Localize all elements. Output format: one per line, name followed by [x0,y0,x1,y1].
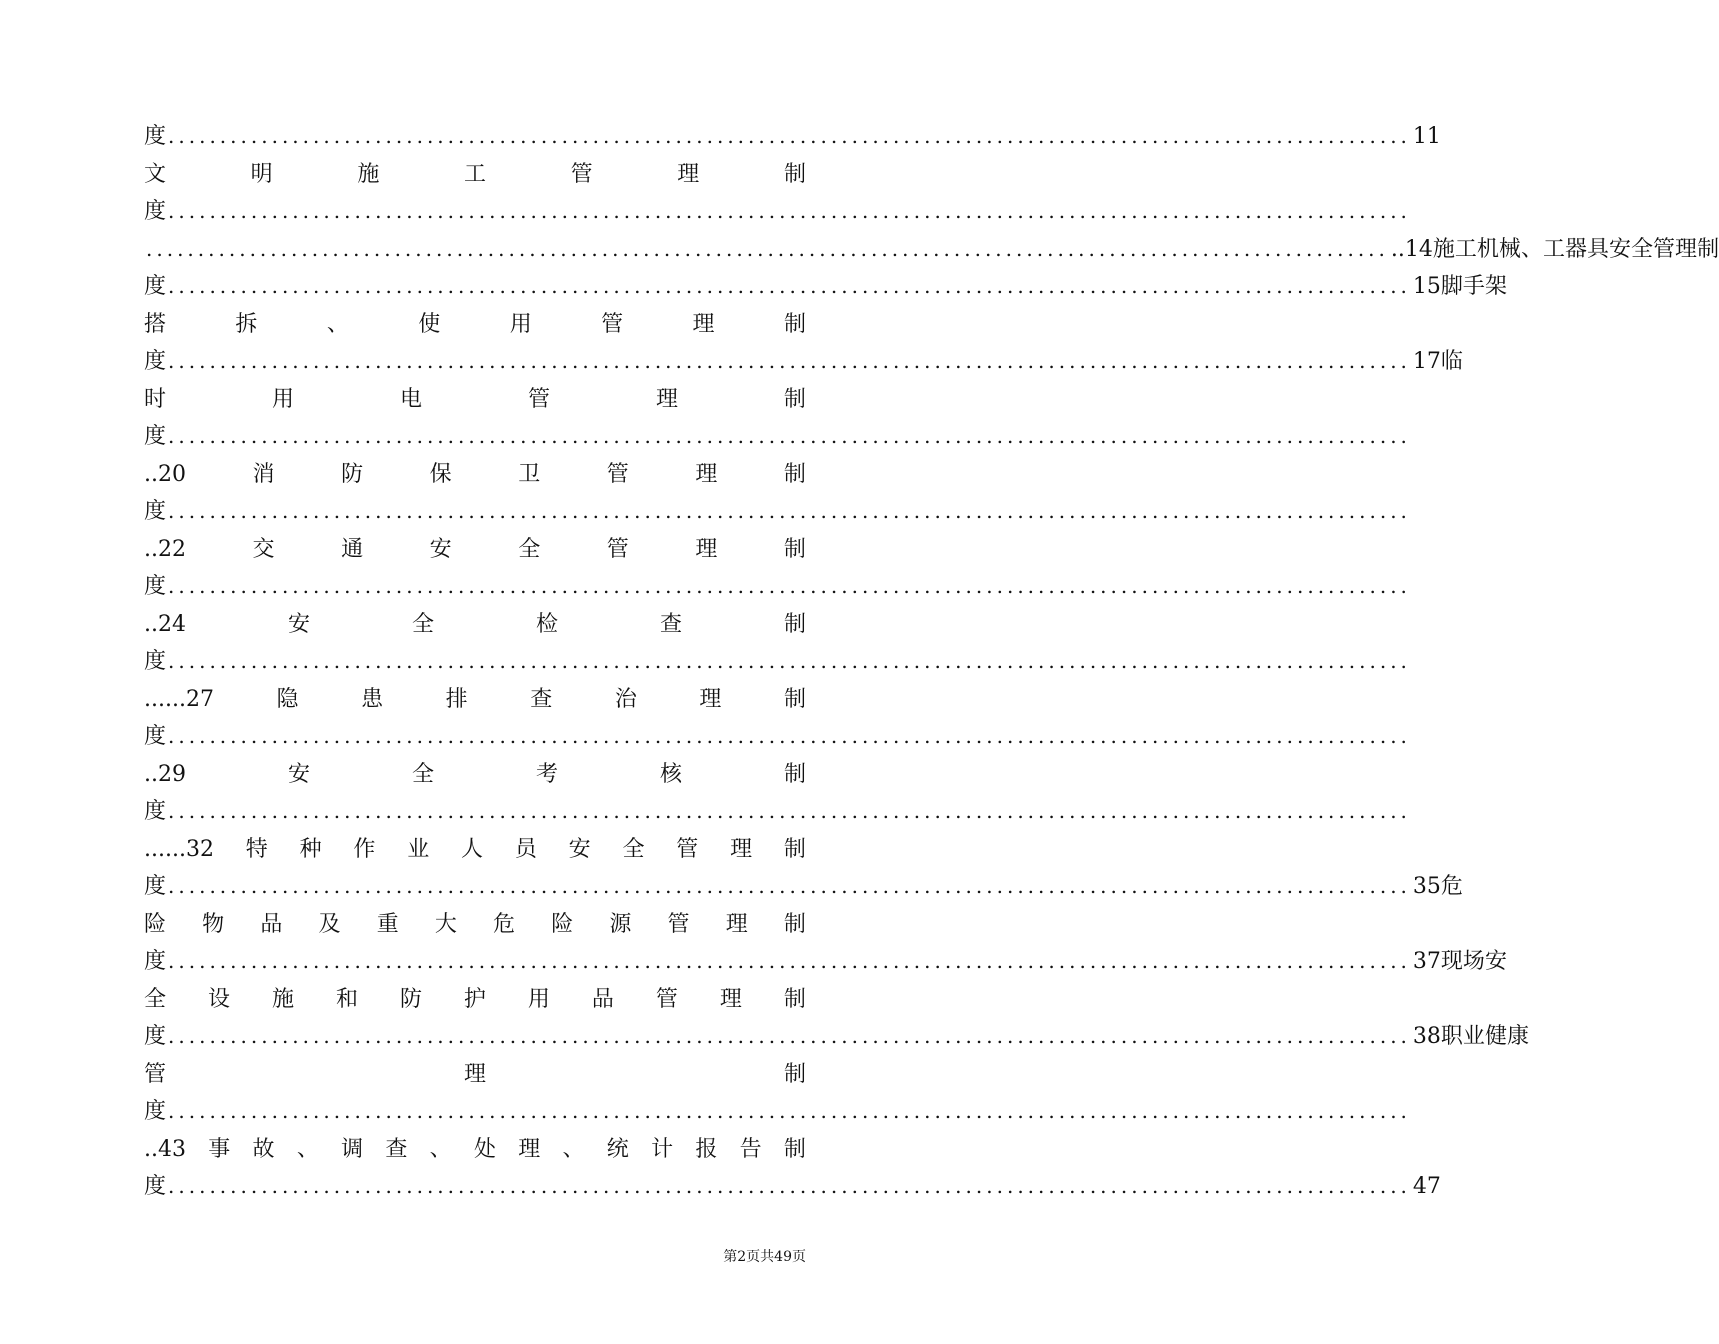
toc-token: ..43 [144,1136,186,1162]
toc-token: 度 [144,724,167,749]
toc-token: 职 [1440,1024,1463,1049]
toc-token: 工 [1542,236,1565,262]
toc-line [144,643,1411,681]
toc-token: 卫 [518,461,541,487]
toc-token: 理 [719,986,742,1012]
toc-token: 制 [783,536,806,562]
toc-line [144,718,1411,756]
toc-token: 17 [1412,349,1441,374]
toc-line [144,343,1463,381]
toc-token: 度 [144,799,167,824]
toc-token: 理 [699,686,722,712]
toc-token: 、 [429,1136,452,1162]
toc-token: 源 [609,911,632,937]
toc-token: 理 [725,911,748,937]
toc-token: 度 [144,274,167,299]
toc-token: 安 [287,611,310,637]
toc-token: 械 [1498,236,1521,262]
toc-line [144,231,1719,269]
dot-leader: ........................................................................................................................ [168,574,1411,598]
toc-token: 管 [606,536,629,562]
toc-token: 报 [695,1136,718,1162]
toc-token: 查 [385,1136,408,1162]
toc-line [144,193,1411,231]
toc-line [144,531,806,569]
toc-token: 事 [208,1136,231,1162]
toc-token: 器 [1564,236,1587,262]
toc-token: 度 [144,499,167,524]
toc-token: 隐 [276,686,299,712]
toc-token: 制 [783,461,806,487]
toc-token: 度 [144,124,167,149]
page-footer: 第2页共49页 [723,1249,806,1265]
toc-token: ..29 [144,761,186,787]
toc-token: 人 [461,836,484,862]
toc-token: 管 [676,836,699,862]
toc-token: 护 [463,986,486,1012]
toc-token: 安 [429,536,452,562]
toc-token: 和 [335,986,358,1012]
toc-token: 管 [570,161,593,187]
toc-token: 度 [144,1099,167,1124]
toc-token: 员 [514,836,537,862]
toc-token: 理 [1675,236,1698,262]
toc-token: 危 [493,911,516,937]
toc-token: 交 [252,536,275,562]
toc-token: 康 [1506,1024,1529,1049]
toc-line [144,306,806,344]
toc-token: 险 [144,911,167,937]
toc-token: 全 [411,761,434,787]
toc-token: 用 [271,386,294,412]
toc-token: 度 [144,1024,167,1049]
dot-leader: ........................................................................................................................ [168,349,1411,373]
dot-leader: ........................................................................................................................ [168,1174,1411,1198]
toc-token: 保 [429,461,452,487]
toc-token: 具 [1586,236,1609,262]
toc-token: 全 [1631,236,1654,262]
toc-line [144,381,806,419]
toc-line [144,418,1411,456]
toc-token: 业 [407,836,430,862]
toc-token: ..24 [144,611,186,637]
toc-token: 机 [1476,236,1499,262]
toc-token: 度 [144,1174,167,1199]
toc-token: 管 [655,986,678,1012]
toc-token: 业 [1462,1024,1485,1049]
toc-token: 调 [341,1136,364,1162]
toc-token: 险 [551,911,574,937]
toc-line [144,1168,1441,1206]
toc-token: 消 [252,461,275,487]
toc-token: 制 [783,686,806,712]
toc-line [144,268,1507,306]
dot-leader: ........................................................................................................................ [168,1024,1411,1048]
toc-token: 作 [353,836,376,862]
toc-token: 故 [252,1136,275,1162]
toc-token: 拆 [235,311,258,337]
dot-leader: ........................................................................................................................ [168,124,1411,148]
toc-token: 全 [144,986,167,1012]
toc-token: 理 [677,161,700,187]
toc-line [144,456,806,494]
toc-token: ......32 [144,836,214,862]
dot-leader: ........................................................................................................................ [168,1099,1411,1123]
toc-token: 理 [655,386,678,412]
toc-line [144,756,806,794]
toc-token: 制 [783,836,806,862]
toc-token: 防 [341,461,364,487]
toc-token: 制 [783,1136,806,1162]
toc-token: 全 [411,611,434,637]
toc-token: 处 [473,1136,496,1162]
toc-token: 制 [783,1061,806,1087]
toc-token: ..14 [1390,236,1433,262]
toc-token: 计 [651,1136,674,1162]
toc-token: 安 [287,761,310,787]
toc-token: 大 [434,911,457,937]
toc-token: 电 [399,386,422,412]
toc-token: 安 [1609,236,1632,262]
toc-token: 安 [1484,949,1507,974]
toc-line [144,1093,1411,1131]
toc-token: 制 [783,161,806,187]
toc-token: 制 [783,611,806,637]
dot-leader: ........................................................................................................................ [168,649,1411,673]
toc-token: 38 [1412,1024,1441,1049]
toc-token: ..20 [144,461,186,487]
toc-token: 明 [250,161,273,187]
toc-token: 检 [535,611,558,637]
toc-token: 施 [1432,236,1455,262]
dot-leader: ........................................................................................................................ [168,199,1411,223]
toc-token: 统 [606,1136,629,1162]
toc-token: 物 [202,911,225,937]
toc-token: 度 [144,949,167,974]
dot-leader: ........................................................................................................................ [168,724,1411,748]
toc-token: 制 [783,386,806,412]
toc-lines [144,118,1719,1206]
toc-token: 施 [271,986,294,1012]
toc-token: 度 [144,424,167,449]
toc-token: 度 [144,574,167,599]
toc-token: 时 [144,386,167,412]
toc-token: 管 [1653,236,1676,262]
toc-token: ......27 [144,686,214,712]
toc-line [144,793,1411,831]
toc-token: 制 [783,986,806,1012]
toc-token: 用 [527,986,550,1012]
toc-token: 度 [144,649,167,674]
toc-token: 临 [1440,349,1463,374]
dot-leader: ........................................................................................................................ [168,499,1411,523]
dot-leader: ........................................................................................................................ [168,874,1411,898]
dot-leader: ........................................................................................................................ [168,274,1411,298]
toc-token: 工 [1454,236,1477,262]
toc-token: 告 [739,1136,762,1162]
toc-token: 11 [1412,124,1441,149]
toc-token: 理 [695,461,718,487]
toc-token: 管 [527,386,550,412]
toc-token: 理 [518,1136,541,1162]
dot-leader: ........................................................................................................................ [168,424,1411,448]
toc-line [144,831,806,869]
toc-token: 理 [692,311,715,337]
toc-token: 度 [144,874,167,899]
toc-token: 安 [568,836,591,862]
toc-token: 全 [622,836,645,862]
toc-line [144,1056,806,1094]
toc-token: 品 [260,911,283,937]
toc-token: 查 [530,686,553,712]
toc-token: 工 [463,161,486,187]
toc-token: 核 [659,761,682,787]
toc-token: 制 [1697,236,1719,262]
toc-token: 搭 [144,311,167,337]
toc-token: 架 [1484,274,1507,299]
toc-token: 种 [299,836,322,862]
dot-leader: ........................................................................................................................ [168,799,1411,823]
toc-token: 管 [601,311,624,337]
toc-token: 管 [144,1061,167,1087]
toc-token: 制 [783,311,806,337]
toc-line [144,493,1411,531]
toc-line [144,943,1507,981]
toc-line [144,681,806,719]
toc-token: 用 [509,311,532,337]
toc-token: 场 [1462,949,1485,974]
toc-token: 管 [667,911,690,937]
toc-token: 查 [659,611,682,637]
toc-line [144,1018,1529,1056]
toc-token: 理 [730,836,753,862]
toc-token: 制 [783,761,806,787]
dot-leader: ........................................................................................................................ [168,949,1411,973]
toc-token: 患 [361,686,384,712]
toc-line [144,1131,806,1169]
toc-token: 排 [445,686,468,712]
toc-token: 度 [144,349,167,374]
toc-line [144,981,806,1019]
toc-line [144,156,806,194]
toc-token: 危 [1440,874,1463,899]
toc-token: ..22 [144,536,186,562]
toc-token: 、 [562,1136,585,1162]
toc-token: 47 [1412,1174,1441,1199]
toc-token: 特 [245,836,268,862]
toc-token: 理 [463,1061,486,1087]
toc-token: 现 [1440,949,1463,974]
dot-leader: ........................................................................................................................ [146,236,1389,261]
toc-token: 施 [357,161,380,187]
toc-token: 及 [318,911,341,937]
toc-token: 通 [341,536,364,562]
toc-line [144,606,806,644]
toc-token: 重 [376,911,399,937]
toc-token: 制 [783,911,806,937]
toc-token: 健 [1484,1024,1507,1049]
toc-token: 理 [695,536,718,562]
toc-line [144,868,1463,906]
toc-token: 管 [606,461,629,487]
toc-token: 文 [144,161,167,187]
toc-token: 、 [326,311,349,337]
toc-line [144,906,806,944]
toc-token: 35 [1412,874,1441,899]
toc-token: 、 [296,1136,319,1162]
toc-line [144,118,1441,156]
toc-token: 防 [399,986,422,1012]
toc-token: 全 [518,536,541,562]
toc-token: 脚 [1440,274,1463,299]
toc-token: 治 [614,686,637,712]
toc-token: 度 [144,199,167,224]
toc-line [144,568,1411,606]
toc-token: 设 [207,986,230,1012]
toc-token: 使 [418,311,441,337]
toc-token: 、 [1520,236,1543,262]
toc-token: 品 [591,986,614,1012]
toc-token: 15 [1412,274,1441,299]
toc-token: 考 [535,761,558,787]
toc-token: 37 [1412,949,1441,974]
toc-token: 手 [1462,274,1485,299]
